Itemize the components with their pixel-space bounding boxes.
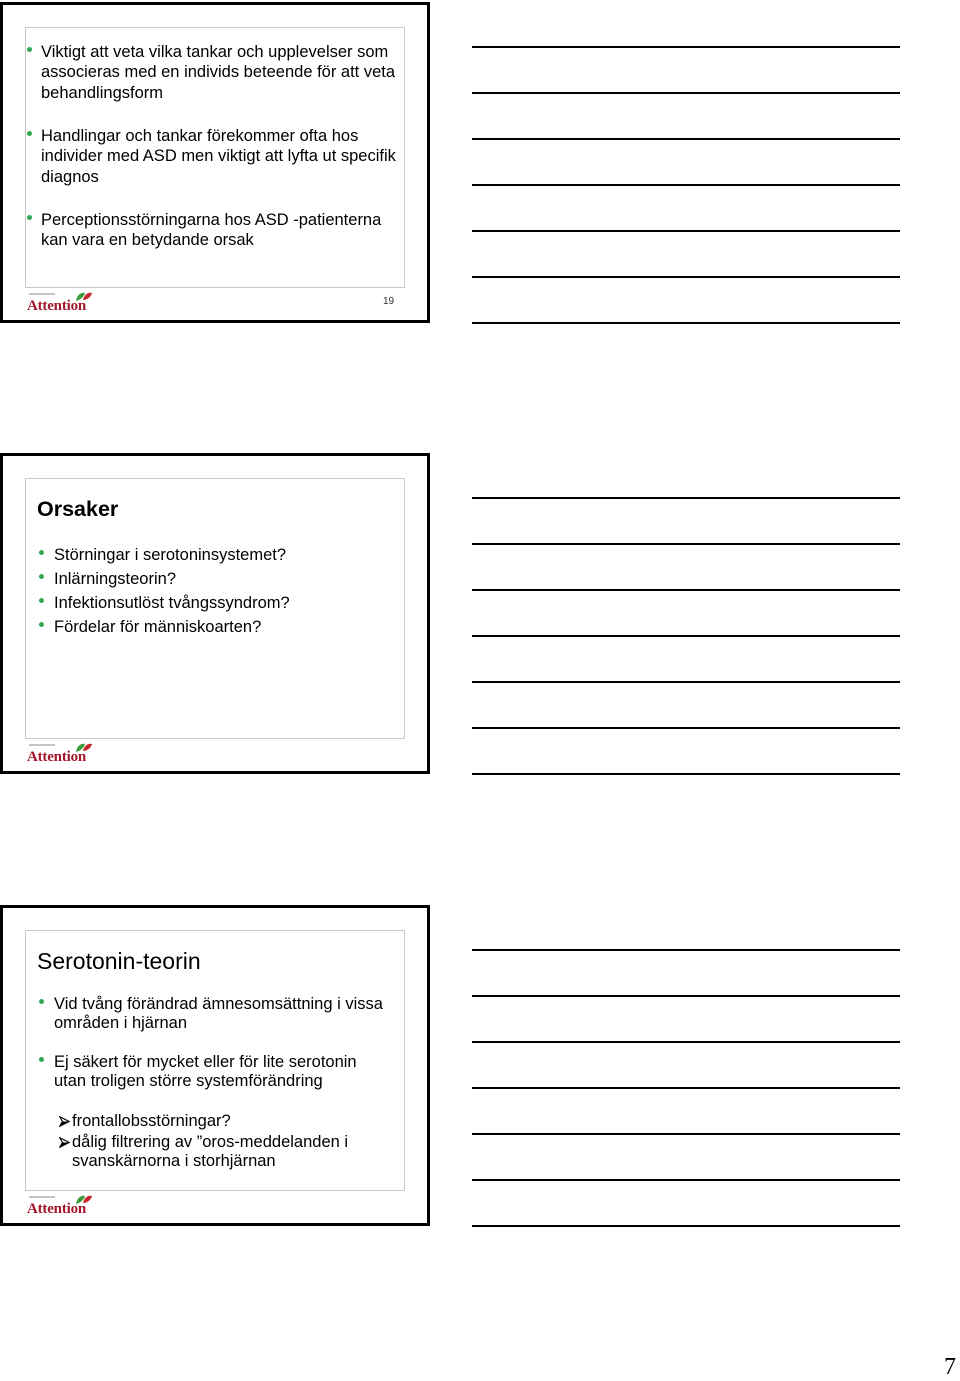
slide-title: Orsaker [37,497,119,521]
bullet-text-line: behandlingsform [41,83,163,102]
notes-line [472,949,900,951]
notes-line [472,543,900,545]
bullet-dot-icon [27,215,32,220]
notes-line [472,727,900,729]
attention-logo [27,740,93,766]
attention-logo [27,1192,93,1218]
bullet-dot-icon [27,131,32,136]
bullet-text-line: Infektionsutlöst tvångssyndrom? [54,594,290,612]
slide-thumbnail-1 [0,2,430,323]
notes-line [472,230,900,232]
notes-line [472,589,900,591]
sub-bullet-text-line: dålig filtrering av ”oros-meddelanden i [72,1132,349,1151]
bullet-text-line: Störningar i serotoninsystemet? [54,546,287,564]
bullet-dot-icon [39,622,44,627]
bullet-item [54,617,261,637]
bullet-text-line: diagnos [41,167,99,186]
bullet-text-line: Handlingar och tankar förekommer ofta hos [41,127,359,145]
notes-line [472,497,900,499]
bullet-item [41,42,395,103]
notes-line [472,773,900,775]
notes-line [472,1087,900,1089]
bullet-text-line: Perceptionsstörningarna hos ASD -patienterna [41,211,382,229]
logo-small-print [29,1196,55,1198]
notes-line [472,635,900,637]
slide-number: 19 [383,296,395,307]
sub-bullet-text-line: svanskärnorna i storhjärnan [72,1151,276,1170]
bullet-item [54,569,176,589]
attention-logo [27,289,93,315]
slide-title: Serotonin-teorin [37,948,201,974]
notes-line [472,1133,900,1135]
bullet-text-line: individer med ASD men viktigt att lyfta ut specifik [41,147,396,166]
notes-line [472,46,900,48]
bullet-item [41,210,381,251]
slide-thumbnail-2 [0,453,430,774]
arrowhead-bullet-icon [59,1137,70,1148]
logo-wordmark: Attention [27,749,87,765]
sub-bullet-text-line: frontallobsstörningar? [72,1111,231,1130]
notes-line [472,1179,900,1181]
bullet-text-line: utan troligen större systemförändring [54,1071,323,1090]
bullet-dot-icon [39,550,44,555]
notes-area [472,46,900,326]
bullet-item [54,1053,357,1091]
bullet-text-line: associeras med en individs beteende för att veta [41,63,396,82]
sub-bullet-item [72,1112,231,1131]
bullet-dot-icon [39,999,44,1004]
notes-line [472,184,900,186]
notes-area [472,949,900,1229]
logo-wordmark: Attention [27,1201,87,1217]
bullet-dot-icon [27,47,32,52]
bullet-item [54,593,290,613]
notes-line [472,138,900,140]
bullet-item [54,995,383,1033]
bullet-text-line: Vid tvång förändrad ämnesomsättning i vissa [54,994,383,1013]
bullet-text-line: Viktigt att veta vilka tankar och upplevelser som [41,43,389,61]
notes-area [472,497,900,777]
handout-page-number: 7 [944,1354,956,1380]
bullet-dot-icon [39,1057,44,1062]
bullet-item [54,545,286,565]
bullet-dot-icon [39,598,44,603]
bullet-text-line: kan vara en betydande orsak [41,231,254,250]
notes-line [472,276,900,278]
logo-small-print [29,744,55,746]
logo-small-print [29,293,55,295]
notes-line [472,92,900,94]
notes-line [472,995,900,997]
bullet-item [41,126,396,187]
logo-wordmark: Attention [27,298,87,314]
notes-line [472,1041,900,1043]
slide-thumbnail-3 [0,905,430,1226]
bullet-text-line: Inlärningsteorin? [54,570,176,588]
arrowhead-bullet-icon [59,1116,70,1127]
notes-line [472,1225,900,1227]
notes-line [472,681,900,683]
notes-line [472,322,900,324]
bullet-dot-icon [39,574,44,579]
bullet-text-line: områden i hjärnan [54,1013,187,1032]
sub-bullet-item [72,1133,348,1171]
bullet-text-line: Ej säkert för mycket eller för lite serotonin [54,1052,357,1071]
bullet-text-line: Fördelar för människoarten? [54,618,262,636]
